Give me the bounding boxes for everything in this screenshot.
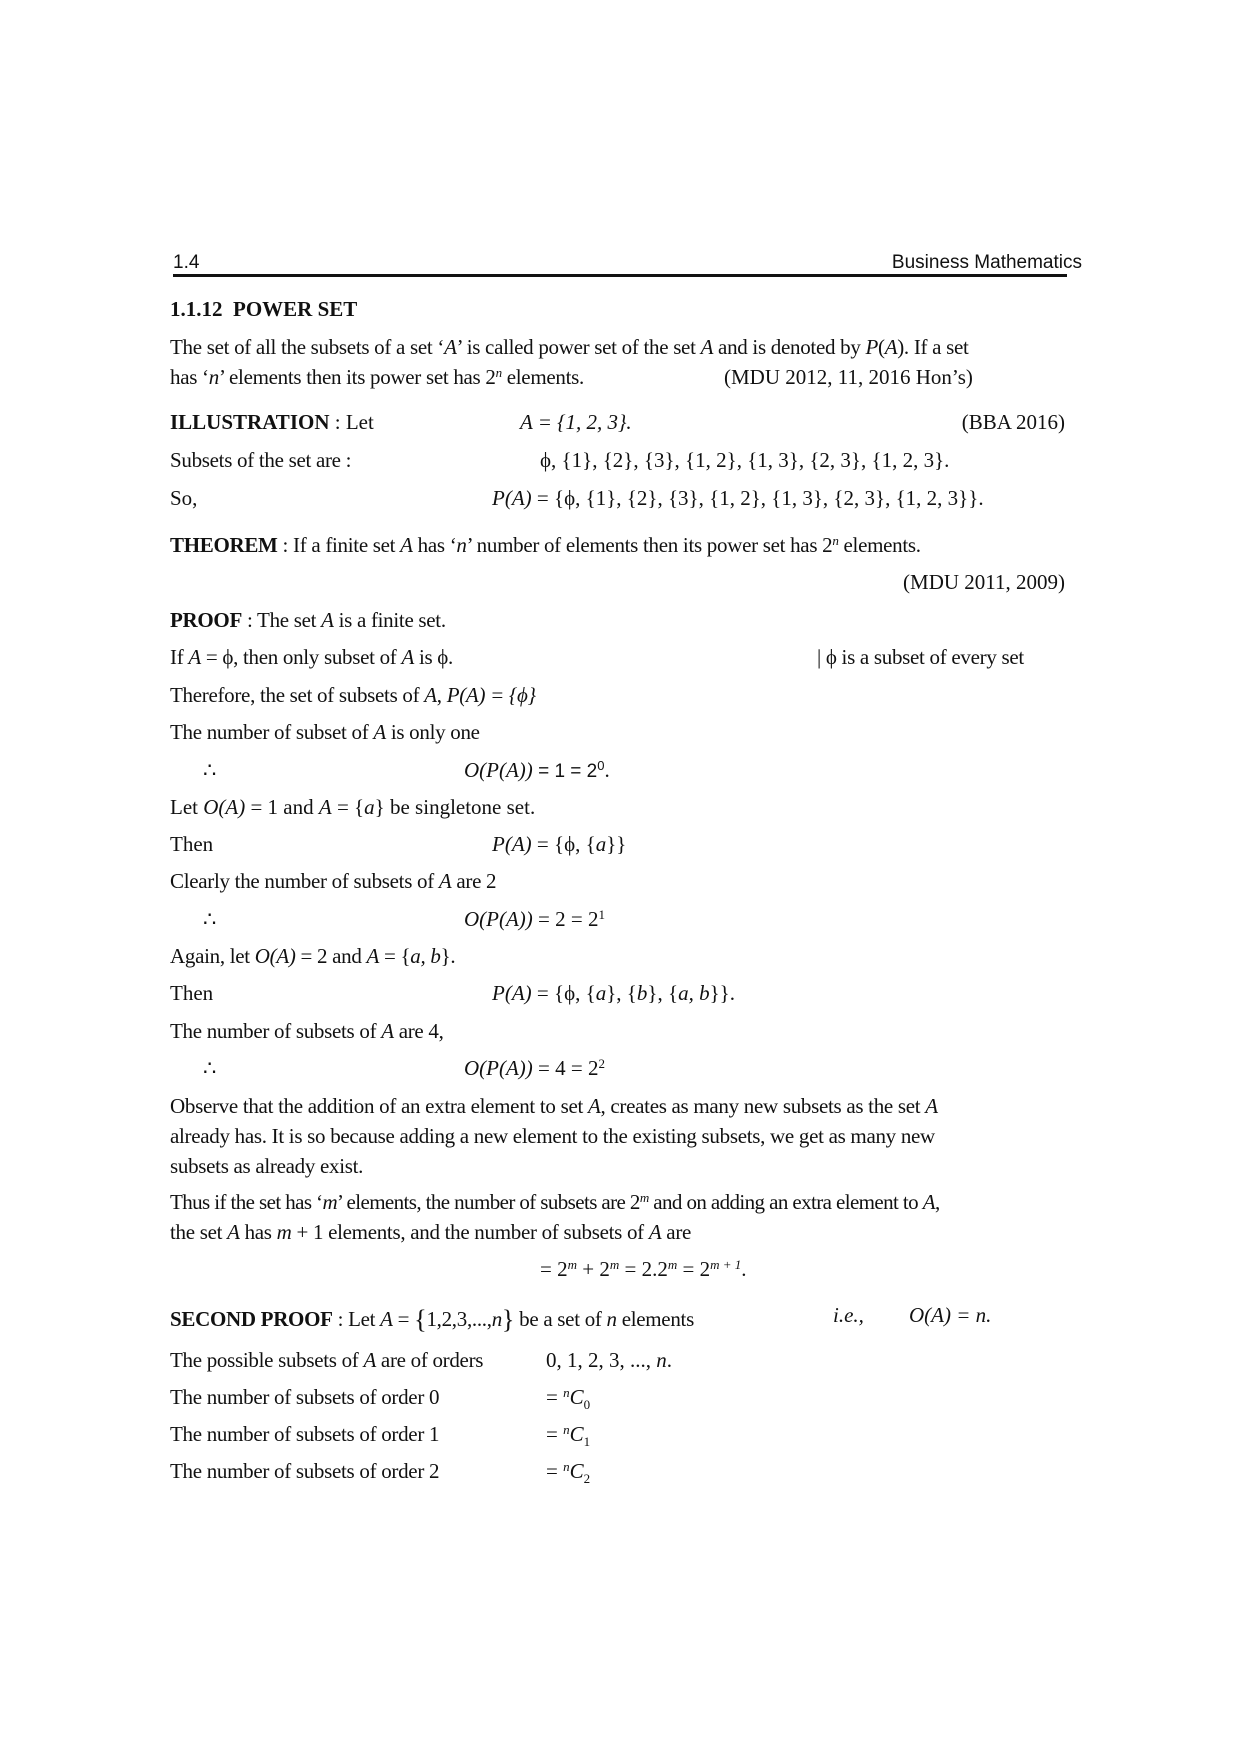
text: . [604,758,610,782]
text: The number of subsets of [170,1019,382,1043]
order-equation: O(A) = n. [909,1303,992,1327]
var: a [364,795,375,819]
text: = { [379,944,411,968]
proof-line-5 [170,797,535,818]
text: Again, let [170,944,255,968]
var: A [321,608,334,632]
proof-line-6 [170,871,496,892]
subsets-value: ϕ, {1}, {2}, {3}, {1, 2}, {1, 3}, {2, 3}, {1, 2, 3}. [540,448,950,472]
therefore-symbol: ∴ [203,1056,217,1080]
section-title: POWER SET [233,297,358,321]
var: A [884,335,898,359]
text: . [666,1348,672,1372]
therefore-symbol: ∴ [203,907,217,931]
text: : Let [332,1307,381,1331]
text: is only one [385,720,480,744]
text: = ϕ, then only subset of [200,645,402,669]
math: P(A) [492,486,532,510]
math: O(P(A)) [464,1056,533,1080]
proof-label: PROOF [170,608,242,632]
text: elements. [838,533,921,557]
thus-line-1 [170,1189,940,1214]
observe-line-2: already has. It is so because adding a new element to the existing subsets, we get as many new [170,1124,935,1148]
proof-line-1 [170,610,446,631]
var: A [438,869,452,893]
var: n [656,1348,667,1372]
subsets-label: Subsets of the set are : [170,448,352,472]
subscript: 1 [583,1433,591,1449]
orders-label [170,1350,483,1371]
text: , [436,683,447,707]
text: elements [616,1307,694,1331]
proof-note: | ϕ is a subset of every set [817,645,1024,669]
var: n [456,533,467,557]
order-row-value [546,1458,591,1486]
text: are [661,1220,692,1244]
text: ’ number of elements then its power set has 2 [466,533,833,557]
superscript: n [832,532,839,548]
illustration-reference: (BBA 2016) [961,410,1065,434]
var: b [636,981,648,1005]
proof-line-8 [170,1021,444,1042]
math: O(P(A)) [464,907,533,931]
var: C [569,1459,584,1483]
equation-1 [464,757,610,782]
text: has ‘ [412,533,457,557]
superscript: n [563,1384,570,1400]
math: A [318,795,332,819]
text: and is denoted by [713,335,866,359]
math: = 4 = 2 [532,1056,599,1080]
text: : The set [242,608,322,632]
left-brace: { [414,1305,427,1334]
superscript: m [609,1256,620,1272]
subscript: 2 [583,1470,591,1486]
var: A [381,1019,394,1043]
page-number: 1.4 [173,252,200,273]
math: = 1 = 2 [532,761,598,782]
var: n [208,365,219,389]
text: . [741,1257,747,1281]
math: 1,2,3,..., [426,1307,492,1331]
text: = 1 and [245,795,319,819]
equation-6 [540,1256,747,1281]
text: + 1 elements, and the number of subsets of [291,1220,649,1244]
var: A [363,1348,376,1372]
so-label: So, [170,486,198,510]
illustration-heading [170,412,374,433]
var: m [276,1220,292,1244]
math: + 2 [577,1257,610,1281]
order-row-label: The number of subsets of order 1 [170,1422,440,1446]
proof-line-7 [170,946,455,967]
text: 0, 1, 2, 3, ..., [546,1348,657,1372]
theorem [170,532,921,557]
text: are 4, [393,1019,444,1043]
equation-4 [492,983,735,1004]
orders-value [546,1350,672,1371]
ie-label: i.e., [833,1303,864,1327]
text: } be singletone set. [374,795,536,819]
intro-line-1 [170,337,969,358]
therefore-symbol: ∴ [203,758,217,782]
order-row-value [546,1384,591,1412]
math: = [392,1307,415,1331]
math: }, { [606,981,637,1005]
then-label-2: Then [170,981,214,1005]
superscript: m [567,1256,577,1272]
proof-line-2 [170,647,453,668]
second-proof-label: SECOND PROOF [170,1307,333,1331]
text: Thus if the set has ‘ [170,1190,323,1214]
var: P [865,335,878,359]
var: A [373,720,386,744]
text: are of orders [375,1348,484,1372]
var: a, b [678,981,710,1005]
superscript: m [639,1189,649,1205]
observe-line-1 [170,1096,938,1117]
text: = [546,1459,564,1483]
order-row-value [546,1421,591,1449]
var: A [400,533,413,557]
math: O(P(A)) [464,758,533,782]
math: O(A) [203,795,246,819]
text: : Let [329,410,374,434]
superscript: 2 [598,1055,605,1071]
math: = 2 [540,1257,568,1281]
text: the set [170,1220,228,1244]
var: A [444,335,457,359]
var: A [700,335,714,359]
text: ’ is called power set of the set [456,335,701,359]
var: A [922,1190,935,1214]
math: P(A) [492,832,532,856]
text: Observe that the addition of an extra element to set [170,1094,588,1118]
var: A [587,1094,601,1118]
text: be a set of [514,1307,607,1331]
theorem-reference: (MDU 2011, 2009) [903,570,1065,594]
text: , creates as many new subsets as the set [600,1094,926,1118]
var: n [491,1307,502,1331]
illustration-label: ILLUSTRATION [170,410,330,434]
var: A [380,1307,393,1331]
var: a [595,981,607,1005]
superscript: 1 [598,906,605,922]
superscript: n [563,1458,570,1474]
intro-reference: (MDU 2012, 11, 2016 Hon’s) [724,365,973,389]
var: A [366,944,380,968]
text: Therefore, the set of subsets of [170,683,425,707]
var: A [227,1220,240,1244]
text: = [546,1422,564,1446]
var: a, b [410,944,441,968]
math: O(A) [254,944,296,968]
text: : If a finite set [277,533,401,557]
var: A [401,645,414,669]
right-brace: } [501,1305,515,1334]
var: A [648,1220,662,1244]
var: A [188,645,201,669]
proof-line-3 [170,685,536,706]
text: = { [331,795,365,819]
power-set-equation [492,488,984,509]
text: }. [440,944,456,968]
equation-5 [464,1055,605,1080]
math: = 2.2 [619,1257,668,1281]
math: P(A) [492,981,532,1005]
text: The number of subset of [170,720,374,744]
text: If [170,645,189,669]
math: }}. [709,981,735,1005]
text: Clearly the number of subsets of [170,869,439,893]
section-heading [170,299,357,320]
math: = {ϕ, {1}, {2}, {3}, {1, 2}, {1, 3}, {2, 3}, {1, 2, 3}}. [531,486,984,510]
text: and on adding an extra element to [648,1190,923,1214]
observe-line-3: subsets as already exist. [170,1154,364,1178]
text: ’ elements then its power set has 2 [218,365,496,389]
math: = 2 = 2 [532,907,599,931]
math: = {ϕ, { [531,832,596,856]
thus-line-2 [170,1222,691,1243]
math: = {ϕ, { [531,981,596,1005]
text: has ‘ [170,365,209,389]
text: = 2 and [295,944,367,968]
math: }, { [647,981,679,1005]
text: is a finite set. [333,608,446,632]
text: The possible subsets of [170,1348,364,1372]
text: ’ elements, the number of subsets are 2 [337,1190,640,1214]
text: Let [170,795,204,819]
text: ( [878,335,885,359]
order-row-label: The number of subsets of order 0 [170,1385,440,1409]
superscript: 0 [597,757,605,773]
intro-line-2 [170,364,584,389]
superscript: m [667,1256,678,1272]
var: n [606,1307,617,1331]
equation-3 [464,906,605,931]
superscript: n [563,1421,570,1437]
proof-line-4 [170,722,480,743]
second-proof-line [170,1305,694,1334]
text: ). If a set [897,335,969,359]
header-rule [173,274,1067,277]
section-number: 1.1.12 [170,297,223,321]
then-label-1: Then [170,832,214,856]
order-row-label: The number of subsets of order 2 [170,1459,440,1483]
var: a [595,832,607,856]
var: C [569,1422,584,1446]
text: = [546,1385,564,1409]
text: The set of all the subsets of a set ‘ [170,335,445,359]
text: has [239,1220,277,1244]
theorem-label: THEOREM [170,533,278,557]
equation-2 [492,834,626,855]
var: C [569,1385,584,1409]
var: m [322,1190,338,1214]
var: A [424,683,437,707]
math: }} [606,832,627,856]
var: A [925,1094,938,1118]
text: elements. [501,365,584,389]
text: is ϕ. [414,645,454,669]
superscript: m + 1 [710,1256,742,1272]
math: = 2 [677,1257,711,1281]
math: P(A) = {ϕ} [446,683,536,707]
text: are 2 [451,869,497,893]
book-title: Business Mathematics [891,252,1082,273]
superscript: n [495,364,502,380]
text: , [934,1190,940,1214]
subscript: 0 [583,1396,591,1412]
illustration-set: A = {1, 2, 3}. [520,410,632,434]
